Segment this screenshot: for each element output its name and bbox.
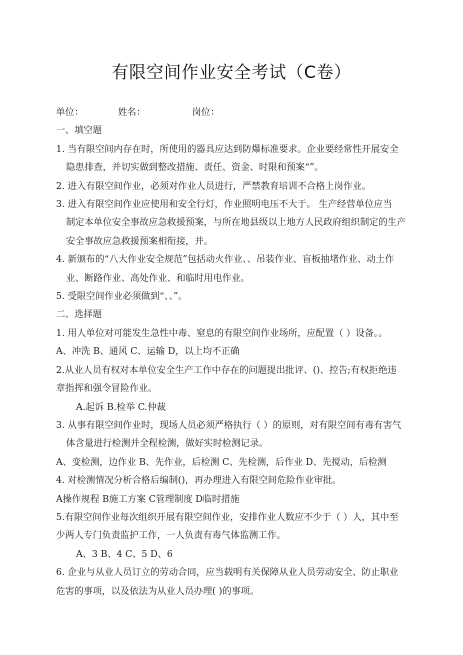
- choice-q3-line2: 体含量进行检测并全程检测，做好实时检测记录。: [66, 438, 269, 450]
- fill-q3-line1: 3. 进入有限空间作业应使用和安全行灯，作业照明电压不大于。 生产经营单位应当: [56, 199, 393, 211]
- fill-q4-line1: 4. 新颁布的“八大作业安全规范”包括动火作业、、吊装作业、盲板抽堵作业、动土作: [56, 254, 395, 266]
- unit-label: 单位：: [56, 107, 84, 118]
- choice-q2-line2: 章指挥和强令冒险作业。: [56, 383, 158, 395]
- choice-q5-options: A、3 B、4 C、5 D、6: [76, 548, 173, 560]
- fill-q5: 5. 受限空间作业必须做到“、、”。: [56, 291, 188, 303]
- choice-q6-line1: 6. 企业与从业人员订立的劳动合同，应当载明有关保障从业人员劳动安全、防止职业: [56, 567, 399, 579]
- section-fill-blank-heading: 一、填空题: [56, 125, 102, 137]
- fill-q3-line3: 安全事故应急救援预案相衔接，并。: [66, 235, 213, 247]
- fill-q4-line2: 业、断路作业、高处作业、和临时用电作业。: [66, 272, 250, 284]
- fill-q1-line2: 隐患排查，并切实做到整改措施、责任、资金、时限和预案“”。: [66, 162, 324, 174]
- page-title: 有限空间作业安全考试（C卷）: [111, 63, 352, 83]
- fill-q1-line1: 1. 当有限空间内存在时，所使用的器具应达到防爆标准要求。企业要经常性开展安全: [56, 143, 399, 155]
- exam-body: [56, 104, 419, 601]
- choice-q3-options: A、变检测，边作业 B、先作业，后检测 C、先检测，后作业 D、先搅动，后检测: [56, 456, 387, 468]
- name-label: 姓名：: [118, 107, 146, 118]
- choice-q4: 4. 对检测情况分析合格后编制()，再办理进入有限空间危险作业审批。: [56, 475, 342, 487]
- choice-q1-options: A、冲洗 B、通风 C、运输 D，以上均不正确: [56, 346, 240, 358]
- choice-q6-line2: 危害的事项，以及依法为从业人员办理( )的事项。: [56, 585, 260, 597]
- choice-q2-line1: 2.从业人员有权对本单位安全生产工作中存在的问题提出批评、()、控告;有权拒绝违: [56, 364, 397, 376]
- choice-q4-options: A操作规程 B施工方案 C管理制度 D临时措施: [56, 493, 240, 505]
- post-label: 岗位：: [192, 107, 220, 118]
- choice-q1: 1. 用人单位对可能发生急性中毒、窒息的有限空间作业场所，应配置（ ）设备。。: [56, 327, 388, 339]
- candidate-info: [56, 104, 419, 122]
- fill-q3-line2: 制定本单位安全事故应急救援预案，与所在地县级以上地方人民政府组织制定的生产: [66, 217, 406, 229]
- fill-q2: 2. 进入有限空间作业，必须对作业人员进行，严禁教育培训不合格上岗作业。: [56, 180, 371, 192]
- section-choice-heading: 二、选择题: [56, 309, 102, 321]
- choice-q5-line2: 少两人专门负责监护工作，一人负责有毒气体监测工作。: [56, 530, 286, 542]
- choice-q5-line1: 5.有限空间作业每次组织开展有限空间作业，安排作业人数应不少于（ ）人，其中至: [56, 511, 399, 523]
- choice-q3-line1: 3. 从事有限空间作业时，现场人员必须严格执行（ ）的原则，对有限空间有毒有害气: [56, 419, 402, 431]
- choice-q2-options: A.起诉 B.检举 C.仲裁: [76, 401, 166, 413]
